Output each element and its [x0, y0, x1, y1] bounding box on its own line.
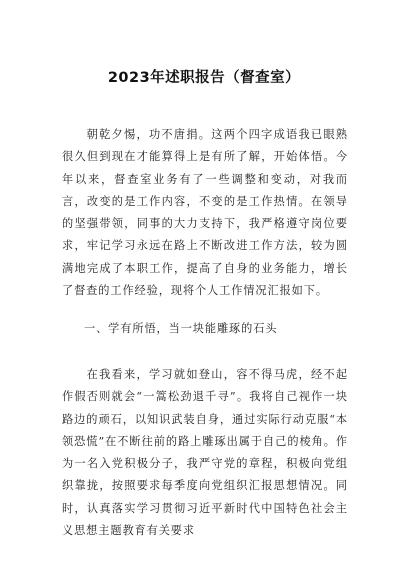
section-paragraph: 在我看来，学习就如登山，容不得马虎，经不起作假否则就会“一篙松劲退千寻”。我将自己视作一块路边的顽石，以知识武装自身，通过实际行动克服“本领恐慌”在不断往前的路上雕琢出属于自己的棱角。作为一名入党积极分子，我严守党的章程，积极向党组织靠拢，按照要求每季度向党组织汇报思想情况。同时，认真落实学习贯彻习近平新时代中国特色社会主义思想主题教育有关要求	[62, 368, 348, 538]
intro-paragraph: 朝乾夕惕，功不唐捐。这两个四字成语我已眼熟很久但到现在才能算得上是有所了解，开始体悟。今年以来，督查室业务有了一些调整和变动，对我而言，改变的是工作内容，不变的是工作热情。在领导的坚强带领，同事的大力支持下，我严格遵守岗位要求，牢记学习永远在路上不断改进工作方法，较为圆满地完成了本职工作，提高了自身的业务能力，增长了督查的工作经验，现将个人工作情况汇报如下。	[62, 128, 348, 298]
document-title: 2023年述职报告（督查室）	[107, 70, 301, 86]
section-heading: 一、学有所悟，当一块能雕琢的石头	[84, 322, 278, 335]
